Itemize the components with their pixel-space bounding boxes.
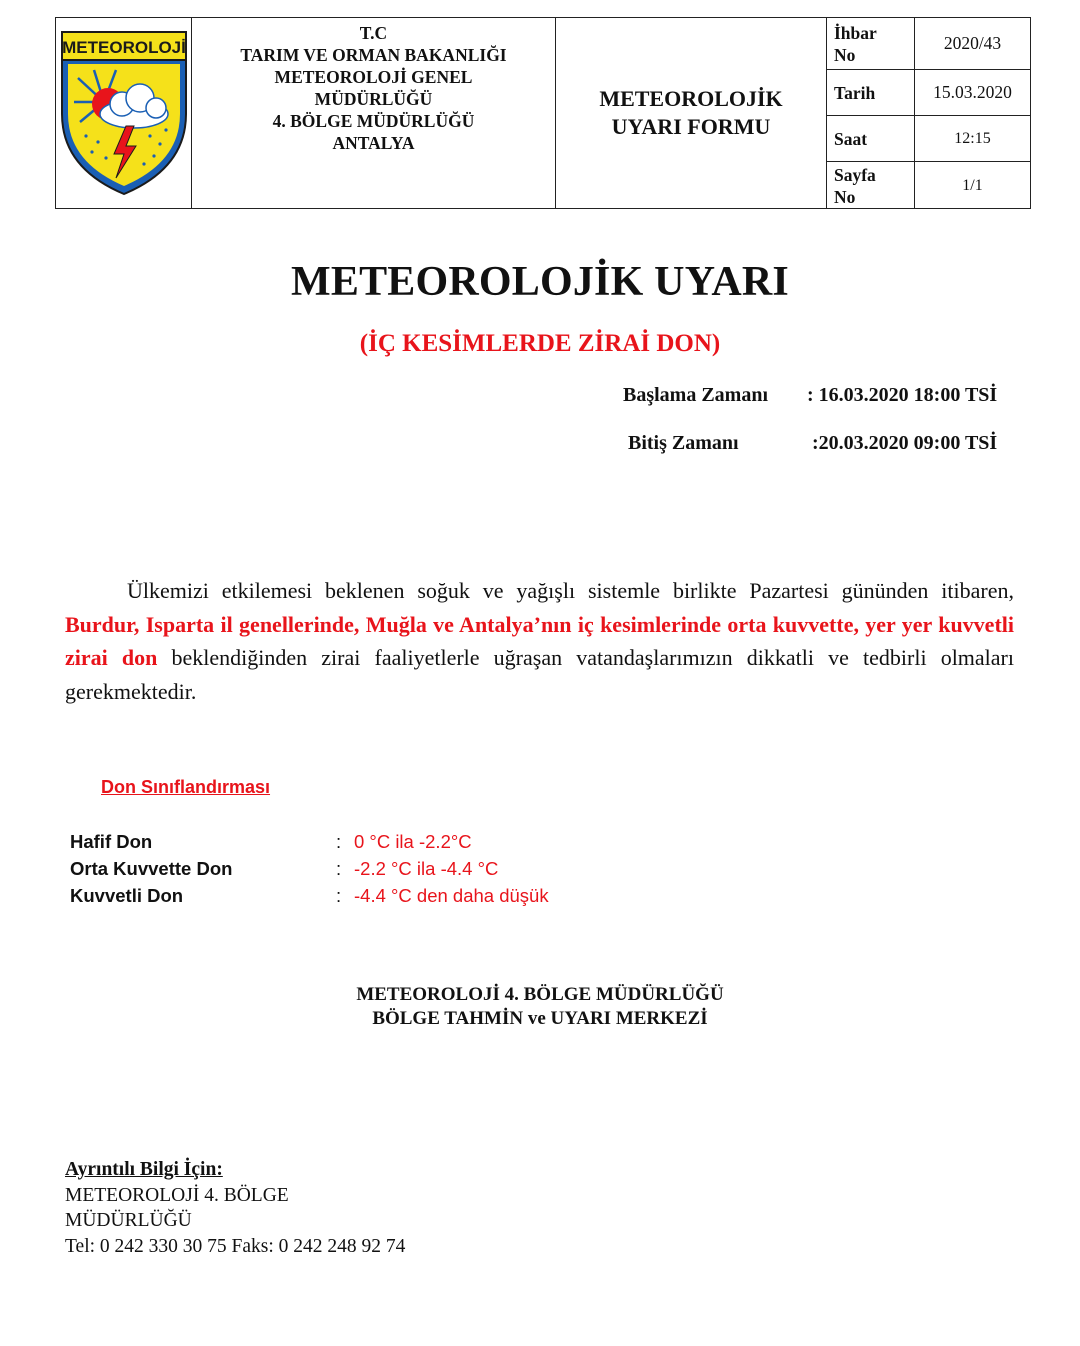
meta-key-line: Saat <box>834 128 868 149</box>
form-title-cell <box>556 18 827 208</box>
classification-label: Kuvvetli Don <box>70 885 184 906</box>
organization-cell <box>192 18 556 208</box>
meta-key <box>827 162 915 209</box>
meta-row-sayfa-no <box>827 162 1030 209</box>
meta-cell <box>827 18 1030 208</box>
meta-key-line: Tarih <box>834 82 876 103</box>
form-title-line: UYARI FORMU <box>611 114 771 139</box>
classification-value: -2.2 °C ila -4.4 °C <box>354 858 499 879</box>
meta-value: 2020/43 <box>943 33 1002 53</box>
meta-key-line: İhbar <box>834 22 877 43</box>
org-line: T.C <box>359 23 388 43</box>
meta-row-ihbar-no <box>827 18 1030 70</box>
classification-row <box>70 858 670 885</box>
meta-key-line: No <box>834 44 856 65</box>
meta-key-line: Sayfa <box>834 164 876 185</box>
logo-cell <box>56 18 192 208</box>
signature-line: METEOROLOJİ 4. BÖLGE MÜDÜRLÜĞÜ <box>356 984 724 1005</box>
meta-key <box>827 116 915 161</box>
meta-row-tarih <box>827 70 1030 116</box>
org-line: METEOROLOJİ GENEL <box>274 67 473 87</box>
form-title-line: METEOROLOJİK <box>599 86 783 111</box>
classification-label: Hafif Don <box>70 831 153 852</box>
meta-key <box>827 70 915 115</box>
end-time-value: :20.03.2020 09:00 TSİ <box>812 432 998 454</box>
contact-line: MÜDÜRLÜĞÜ <box>65 1210 192 1231</box>
classification-colon: : <box>336 831 342 852</box>
meteoroloji-logo <box>56 18 192 208</box>
form-header-table <box>55 17 1031 209</box>
classification-label: Orta Kuvvette Don <box>70 858 233 879</box>
classification-value: 0 °C ila -2.2°C <box>354 831 472 852</box>
contact-line: METEOROLOJİ 4. BÖLGE <box>65 1184 289 1206</box>
classification-row <box>70 831 670 858</box>
contact-line: Tel: 0 242 330 30 75 Faks: 0 242 248 92 74 <box>65 1235 406 1257</box>
warning-subtitle: (İÇ KESİMLERDE ZİRAİ DON) <box>359 330 721 357</box>
paragraph-text: Ülkemizi etkilemesi beklenen soğuk ve yağışlı sistemle birlikte Pazartesi gününden itibaren, <box>127 578 1014 603</box>
meta-value: 12:15 <box>954 129 991 147</box>
document-title: METEOROLOJİK UYARI <box>291 259 789 305</box>
paragraph-text: beklendiğinden zirai faaliyetlerle uğraşan vatandaşlarımızın dikkatli ve tedbirli olmaları gerekmektedir. <box>65 645 1014 704</box>
issuer-signature <box>0 983 1080 1031</box>
meta-value: 1/1 <box>962 176 983 194</box>
org-line: MÜDÜRLÜĞÜ <box>314 89 433 109</box>
warning-paragraph <box>65 574 1014 708</box>
meta-row-saat <box>827 116 1030 162</box>
org-line: 4. BÖLGE MÜDÜRLÜĞÜ <box>272 111 475 131</box>
contact-heading: Ayrıntılı Bilgi İçin: <box>65 1159 223 1180</box>
signature-line: BÖLGE TAHMİN ve UYARI MERKEZİ <box>372 1008 708 1029</box>
org-line: ANTALYA <box>332 133 415 153</box>
classification-colon: : <box>336 858 342 879</box>
classification-row <box>70 885 670 912</box>
start-time-value: : 16.03.2020 18:00 TSİ <box>807 384 998 406</box>
classification-value: -4.4 °C den daha düşük <box>354 885 549 906</box>
logo-text: METEOROLOJİ <box>62 38 186 57</box>
classification-colon: : <box>336 885 342 906</box>
org-line: TARIM VE ORMAN BAKANLIĞI <box>240 45 507 65</box>
paragraph-highlight: Burdur, Isparta il genellerinde, Muğla ve Antalya’nın iç kesimlerinde orta kuvvette, yer yer kuvvetli zirai don <box>65 611 1014 670</box>
end-time-label: Bitiş Zamanı <box>628 432 739 454</box>
meta-key-line: No <box>834 186 856 207</box>
classification-title: Don Sınıflandırması <box>101 777 271 797</box>
start-time-label: Başlama Zamanı <box>623 384 769 406</box>
meta-value: 15.03.2020 <box>933 82 1012 102</box>
meta-key <box>827 18 915 69</box>
contact-block <box>65 1157 405 1259</box>
